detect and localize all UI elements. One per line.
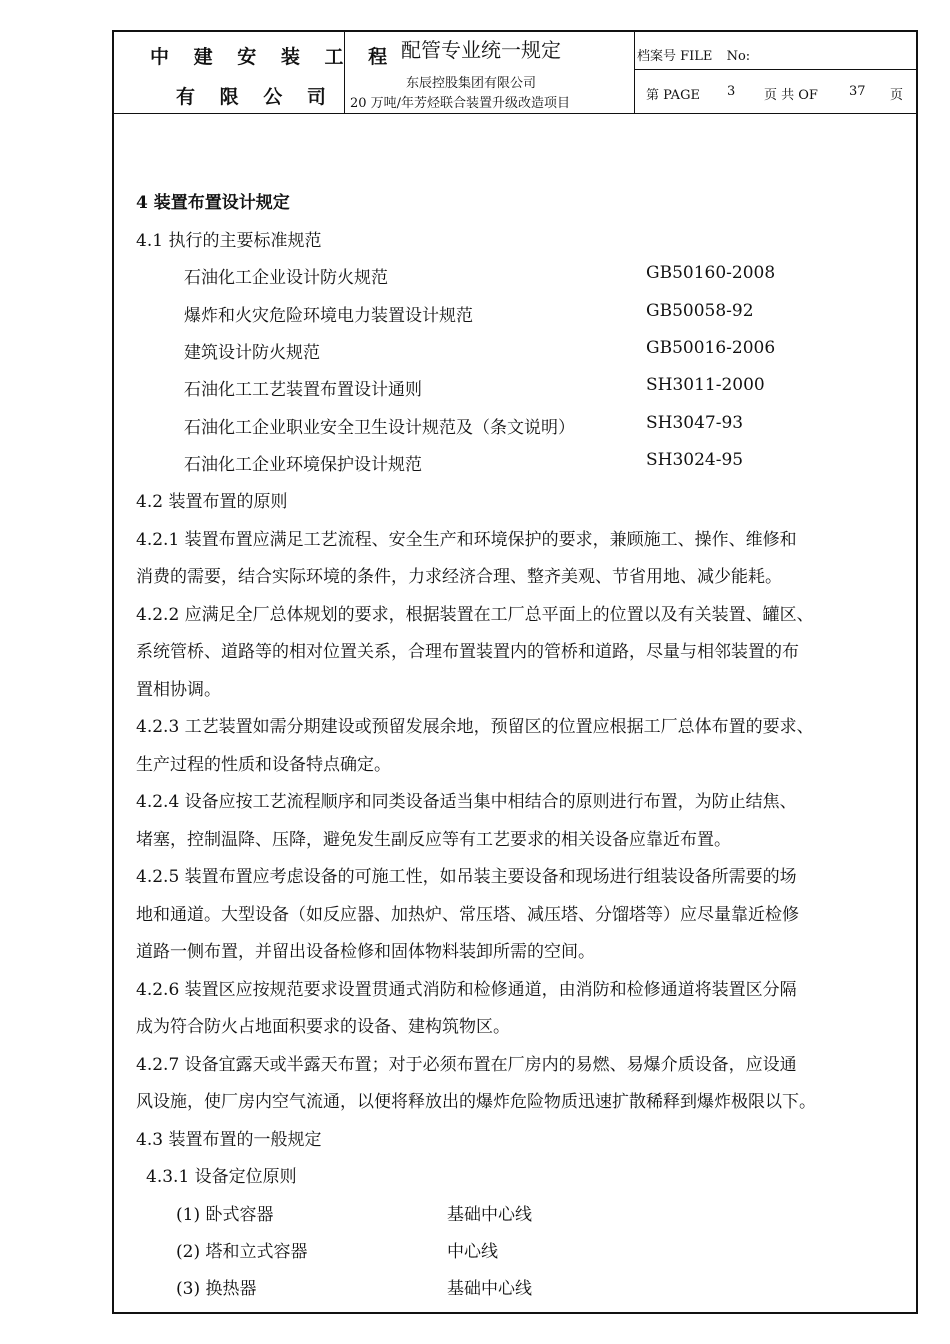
page-prefix: 第 PAGE [646, 88, 700, 103]
paragraph-line: 风设施，使厂房内空气流通，以便将释放出的爆炸危险物质迅速扩散稀释到爆炸极限以下。 [136, 1092, 816, 1112]
position-basis: 基础中心线 [447, 1279, 532, 1299]
paragraph-line: 4.2.1 装置布置应满足工艺流程、安全生产和环境保护的要求，兼顾施工、操作、维修和 [136, 530, 797, 550]
page-total: 37 [849, 84, 866, 99]
paragraph-line: 置相协调。 [136, 680, 221, 700]
client-name: 东辰控股集团有限公司 [406, 76, 537, 91]
section-4-1-title: 4.1 执行的主要标准规范 [136, 231, 322, 251]
standard-name: 石油化工工艺装置布置设计通则 [184, 380, 422, 400]
company-name-line1: 中 建 安 装 工 程 [150, 46, 397, 68]
paragraph-line: 道路一侧布置，并留出设备检修和固体物料装卸所需的空间。 [136, 942, 595, 962]
paragraph-line: 4.2.4 设备应按工艺流程顺序和同类设备适当集中相结合的原则进行布置，为防止结焦、 [136, 792, 797, 812]
page-frame [112, 30, 918, 1314]
position-item: (1) 卧式容器 [176, 1205, 274, 1225]
section-4-title: 4 装置布置设计规定 [136, 193, 290, 213]
file-label [637, 45, 750, 64]
paragraph-line: 4.2.7 设备宜露天或半露天布置；对于必须布置在厂房内的易燃、易爆介质设备，应设通 [136, 1055, 797, 1075]
company-name-line2: 有 限 公 司 [176, 86, 335, 108]
page-of-label: 页 共 OF [764, 88, 818, 103]
paragraph-line: 4.2.6 装置区应按规范要求设置贯通式消防和检修通道，由消防和检修通道将装置区分隔 [136, 980, 797, 1000]
paragraph-line: 4.2.2 应满足全厂总体规划的要求，根据装置在工厂总平面上的位置以及有关装置、罐区、 [136, 605, 814, 625]
standard-code: SH3024-95 [646, 450, 744, 470]
standard-code: SH3011-2000 [646, 375, 765, 395]
paragraph-line: 4.2.3 工艺装置如需分期建设或预留发展余地，预留区的位置应根据工厂总体布置的要求、 [136, 717, 814, 737]
paragraph-line: 地和通道。大型设备（如反应器、加热炉、常压塔、减压塔、分馏塔等）应尽量靠近检修 [136, 905, 799, 925]
standard-name: 爆炸和火灾危险环境电力装置设计规范 [184, 306, 473, 326]
file-no-label: No: [726, 49, 751, 64]
position-item: (2) 塔和立式容器 [176, 1242, 308, 1262]
title-block [114, 32, 916, 114]
section-4-2-title: 4.2 装置布置的原则 [136, 492, 288, 512]
section-4-3-1-title: 4.3.1 设备定位原则 [146, 1167, 297, 1187]
doc-title: 配管专业统一规定 [401, 38, 561, 62]
page-suffix: 页 [890, 88, 904, 103]
paragraph-line: 堵塞，控制温降、压降，避免发生副反应等有工艺要求的相关设备应靠近布置。 [136, 830, 731, 850]
header-divider [634, 69, 916, 70]
standard-name: 石油化工企业职业安全卫生设计规范及（条文说明） [184, 418, 575, 438]
paragraph-line: 生产过程的性质和设备特点确定。 [136, 755, 391, 775]
standard-name: 石油化工企业设计防火规范 [184, 268, 388, 288]
page-number: 3 [727, 84, 736, 99]
standard-code: GB50160-2008 [646, 263, 776, 283]
section-4-3-title: 4.3 装置布置的一般规定 [136, 1130, 322, 1150]
project-name: 20 万吨/年芳烃联合装置升级改造项目 [350, 96, 571, 111]
position-basis: 中心线 [447, 1242, 498, 1262]
paragraph-line: 系统管桥、道路等的相对位置关系，合理布置装置内的管桥和道路，尽量与相邻装置的布 [136, 642, 799, 662]
standard-name: 石油化工企业环境保护设计规范 [184, 455, 422, 475]
paragraph-line: 成为符合防火占地面积要求的设备、建构筑物区。 [136, 1017, 510, 1037]
position-basis: 基础中心线 [447, 1205, 532, 1225]
header-divider [634, 32, 635, 114]
standard-name: 建筑设计防火规范 [184, 343, 320, 363]
standard-code: GB50058-92 [646, 301, 754, 321]
standard-code: SH3047-93 [646, 413, 744, 433]
paragraph-line: 消费的需要，结合实际环境的条件，力求经济合理、整齐美观、节省用地、减少能耗。 [136, 567, 782, 587]
position-item: (3) 换热器 [176, 1279, 257, 1299]
file-label-text: 档案号 FILE [637, 49, 713, 64]
standard-code: GB50016-2006 [646, 338, 776, 358]
paragraph-line: 4.2.5 装置布置应考虑设备的可施工性，如吊装主要设备和现场进行组装设备所需要的场 [136, 867, 797, 887]
